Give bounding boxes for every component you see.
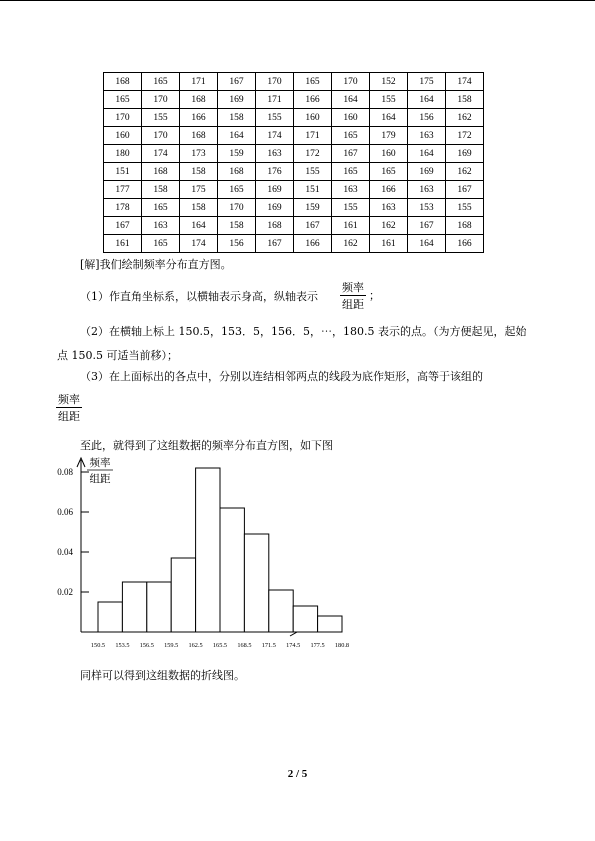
table-cell: 161 xyxy=(332,217,370,235)
x-tick-label: 153.5 xyxy=(115,642,130,649)
table-cell: 180 xyxy=(104,145,142,163)
solution-intro: [解]我们绘制频率分布直方图。 xyxy=(80,258,232,271)
fraction-denominator: 组距 xyxy=(58,410,80,423)
table-cell: 151 xyxy=(294,181,332,199)
table-row xyxy=(104,145,484,163)
table-cell: 164 xyxy=(408,235,446,253)
table-row xyxy=(104,199,484,217)
table-cell: 158 xyxy=(180,199,218,217)
line-chart-text: 同样可以得到这组数据的折线图。 xyxy=(80,669,245,682)
histogram-bar xyxy=(220,508,244,632)
x-tick-label: 168.5 xyxy=(237,642,252,649)
table-cell: 155 xyxy=(142,109,180,127)
table-cell: 164 xyxy=(218,127,256,145)
table-cell: 158 xyxy=(180,163,218,181)
table-cell: 158 xyxy=(142,181,180,199)
table-cell: 175 xyxy=(408,73,446,91)
x-tick-label: 156.5 xyxy=(139,642,154,649)
fraction-denominator: 组距 xyxy=(342,298,364,311)
table-cell: 164 xyxy=(408,91,446,109)
table-cell: 171 xyxy=(180,73,218,91)
table-row xyxy=(104,91,484,109)
table-row xyxy=(104,127,484,145)
histogram-bar xyxy=(293,606,317,632)
table-cell: 163 xyxy=(142,217,180,235)
table-cell: 161 xyxy=(104,235,142,253)
y-tick-label: 0.08 xyxy=(57,467,73,477)
page-top-rule xyxy=(0,0,595,1)
table-cell: 171 xyxy=(256,91,294,109)
step-1-end: ； xyxy=(369,289,380,302)
table-row xyxy=(104,163,484,181)
y-axis-label-numerator: 频率 xyxy=(89,458,111,469)
table-row xyxy=(104,235,484,253)
table-cell: 162 xyxy=(332,235,370,253)
table-cell: 163 xyxy=(256,145,294,163)
table-cell: 158 xyxy=(218,109,256,127)
table-cell: 170 xyxy=(142,127,180,145)
table-cell: 167 xyxy=(256,235,294,253)
table-cell: 167 xyxy=(104,217,142,235)
x-tick-label: 171.5 xyxy=(261,642,276,649)
table-cell: 169 xyxy=(256,181,294,199)
step-2-text-line1: （2）在横轴上标上 150.5，153．5，156．5，⋯，180.5 表示的点。（为方便起见，起始 xyxy=(80,325,527,338)
table-cell: 164 xyxy=(370,109,408,127)
table-cell: 164 xyxy=(408,145,446,163)
page-number: 2 / 5 xyxy=(287,768,308,780)
table-cell: 164 xyxy=(332,91,370,109)
table-cell: 174 xyxy=(256,127,294,145)
table-cell: 168 xyxy=(446,217,484,235)
table-cell: 163 xyxy=(332,181,370,199)
table-cell: 167 xyxy=(408,217,446,235)
table-cell: 156 xyxy=(408,109,446,127)
result-text: 至此，就得到了这组数据的频率分布直方图，如下图 xyxy=(80,439,333,452)
step-1-text: （1）作直角坐标系，以横轴表示身高，纵轴表示 xyxy=(80,290,318,303)
table-cell: 155 xyxy=(370,91,408,109)
table-cell: 168 xyxy=(142,163,180,181)
table-cell: 170 xyxy=(142,91,180,109)
table-cell: 165 xyxy=(142,199,180,217)
table-cell: 171 xyxy=(294,127,332,145)
table-cell: 174 xyxy=(142,145,180,163)
table-cell: 165 xyxy=(142,235,180,253)
table-cell: 163 xyxy=(408,181,446,199)
table-cell: 172 xyxy=(446,127,484,145)
x-tick-label: 162.5 xyxy=(188,642,203,649)
table-cell: 159 xyxy=(294,199,332,217)
table-cell: 179 xyxy=(370,127,408,145)
step-2-text-line2: 点 150.5 可适当前移）； xyxy=(57,349,178,362)
table-cell: 165 xyxy=(370,163,408,181)
table-cell: 161 xyxy=(370,235,408,253)
table-cell: 165 xyxy=(332,127,370,145)
table-cell: 165 xyxy=(142,73,180,91)
table-cell: 155 xyxy=(332,199,370,217)
table-cell: 158 xyxy=(446,91,484,109)
table-cell: 174 xyxy=(446,73,484,91)
table-cell: 170 xyxy=(332,73,370,91)
table-cell: 162 xyxy=(370,217,408,235)
table-cell: 153 xyxy=(408,199,446,217)
table-cell: 164 xyxy=(180,217,218,235)
table-cell: 176 xyxy=(256,163,294,181)
table-cell: 162 xyxy=(446,163,484,181)
histogram-bar xyxy=(269,590,293,632)
table-cell: 170 xyxy=(104,109,142,127)
table-cell: 170 xyxy=(218,199,256,217)
table-cell: 174 xyxy=(180,235,218,253)
table-cell: 169 xyxy=(408,163,446,181)
histogram-bar xyxy=(98,602,122,632)
fraction-numerator: 频率 xyxy=(58,393,80,406)
table-cell: 177 xyxy=(104,181,142,199)
table-row xyxy=(104,109,484,127)
table-cell: 156 xyxy=(218,235,256,253)
table-row xyxy=(104,181,484,199)
x-tick-label: 165.5 xyxy=(212,642,228,649)
table-cell: 166 xyxy=(370,181,408,199)
table-cell: 169 xyxy=(218,91,256,109)
histogram-bar xyxy=(318,616,342,632)
table-cell: 159 xyxy=(218,145,256,163)
table-cell: 165 xyxy=(294,73,332,91)
table-cell: 160 xyxy=(294,109,332,127)
table-row xyxy=(104,73,484,91)
y-axis-label-denominator: 组距 xyxy=(89,474,111,485)
table-cell: 158 xyxy=(218,217,256,235)
table-cell: 170 xyxy=(256,73,294,91)
table-cell: 160 xyxy=(332,109,370,127)
step-3-fraction xyxy=(56,391,82,424)
frequency-over-interval-fraction xyxy=(340,279,366,312)
table-cell: 169 xyxy=(256,199,294,217)
table-cell: 168 xyxy=(104,73,142,91)
histogram-bar xyxy=(122,582,146,632)
table-cell: 166 xyxy=(294,91,332,109)
table-cell: 175 xyxy=(180,181,218,199)
table-cell: 160 xyxy=(104,127,142,145)
table-cell: 169 xyxy=(446,145,484,163)
y-tick-label: 0.06 xyxy=(57,507,73,517)
table-row xyxy=(104,217,484,235)
histogram-bar xyxy=(244,534,268,632)
x-tick-label: 174.5 xyxy=(286,642,301,649)
table-cell: 167 xyxy=(446,181,484,199)
table-cell: 155 xyxy=(446,199,484,217)
y-tick-label: 0.02 xyxy=(57,587,73,597)
table-cell: 151 xyxy=(104,163,142,181)
table-cell: 163 xyxy=(408,127,446,145)
x-tick-label: 177.5 xyxy=(310,642,325,649)
table-cell: 155 xyxy=(256,109,294,127)
frequency-histogram xyxy=(40,452,350,652)
table-cell: 165 xyxy=(332,163,370,181)
height-data-table xyxy=(103,72,484,253)
table-cell: 168 xyxy=(256,217,294,235)
table-cell: 168 xyxy=(180,91,218,109)
table-cell: 168 xyxy=(180,127,218,145)
histogram-bar xyxy=(196,468,220,632)
table-cell: 168 xyxy=(218,163,256,181)
histogram-bar xyxy=(147,582,171,632)
x-tick-label: 150.5 xyxy=(90,642,106,649)
table-cell: 162 xyxy=(446,109,484,127)
table-cell: 167 xyxy=(332,145,370,163)
step-3-text: （3）在上面标出的各点中，分别以连结相邻两点的线段为底作矩形，高等于该组的 xyxy=(80,370,483,383)
table-cell: 173 xyxy=(180,145,218,163)
table-cell: 166 xyxy=(180,109,218,127)
y-tick-label: 0.04 xyxy=(57,547,73,557)
table-cell: 167 xyxy=(294,217,332,235)
table-cell: 165 xyxy=(104,91,142,109)
table-cell: 160 xyxy=(370,145,408,163)
table-cell: 172 xyxy=(294,145,332,163)
x-tick-label: 180.8 xyxy=(334,642,350,649)
table-cell: 155 xyxy=(294,163,332,181)
table-cell: 163 xyxy=(370,199,408,217)
table-cell: 167 xyxy=(218,73,256,91)
table-cell: 165 xyxy=(218,181,256,199)
table-cell: 152 xyxy=(370,73,408,91)
histogram-bar xyxy=(171,558,195,632)
x-tick-label: 159.5 xyxy=(164,642,179,649)
fraction-numerator: 频率 xyxy=(342,281,364,294)
table-cell: 166 xyxy=(294,235,332,253)
table-cell: 178 xyxy=(104,199,142,217)
table-cell: 166 xyxy=(446,235,484,253)
